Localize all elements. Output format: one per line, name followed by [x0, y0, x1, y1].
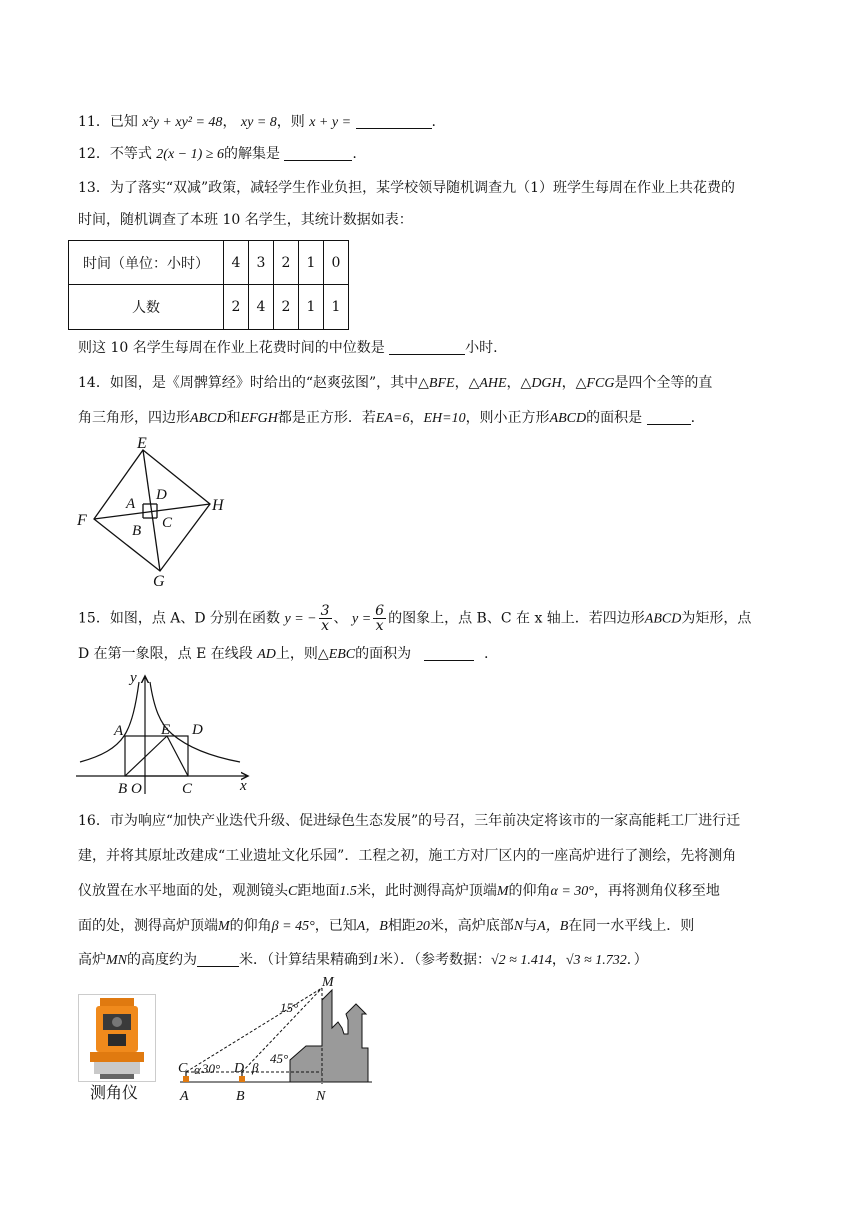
answer-blank[interactable]: [389, 340, 465, 355]
label-D: D: [234, 1061, 245, 1076]
label-C: C: [178, 1061, 188, 1076]
answer-blank[interactable]: [356, 114, 432, 129]
label-E: E: [137, 435, 147, 452]
label-B: B: [132, 523, 142, 539]
label-D: D: [192, 722, 203, 738]
answer-blank[interactable]: [284, 146, 352, 161]
question-16-line4: 面的处，测得高炉顶端M的仰角β = 45°，已知A，B相距20米，高炉底部N与A，B在同一水平线上．则: [78, 918, 695, 934]
label-O: O: [131, 781, 142, 797]
label-angle-30: 30°: [202, 1061, 221, 1076]
label-F: F: [77, 512, 87, 529]
label-G: G: [153, 573, 165, 590]
label-C: C: [162, 515, 173, 531]
equation: x²y + xy² = 48: [142, 115, 223, 130]
label-E: E: [161, 722, 171, 738]
question-13-line1: 13．为了落实“双减”政策，减轻学生作业负担，某学校领导随机调查九（1）班学生每周在作业上共花费的: [78, 180, 736, 196]
question-16-line5: 高炉MN的高度约为 米．（计算结果精确到1米）．（参考数据：√2 ≈ 1.414，√3 ≈ 1.732．）: [78, 952, 648, 968]
question-15-line2: D 在第一象限，点 E 在线段 AD上，则△EBC的面积为 .: [78, 646, 489, 662]
zhao-shuang-diagram: [74, 434, 234, 590]
table-row: 人数 2 4 2 1 1: [69, 285, 349, 330]
question-14-line2: 角三角形，四边形ABCD和EFGH都是正方形．若EA=6，EH=10，则小正方形ABCD的面积是 .: [78, 410, 696, 426]
answer-blank[interactable]: [424, 646, 474, 661]
question-16-line3: 仪放置在水平地面的处，观测镜头C距地面1.5米，此时测得高炉顶端M的仰角α = 30°，再将测角仪移至地: [78, 883, 720, 899]
label-x: x: [240, 778, 247, 794]
label-B: B: [236, 1089, 245, 1104]
label-beta: β: [252, 1060, 259, 1075]
table-row: 时间（单位：小时） 4 3 2 1 0: [69, 241, 349, 285]
label-N: N: [316, 1089, 326, 1104]
equation: x + y =: [309, 115, 352, 130]
label-H: H: [212, 497, 224, 514]
label-C: C: [182, 781, 193, 797]
question-15-line1: 15．如图，点 A、D 分别在函数 y = − $\frac{3}{x}$ 、 y = $\frac{6}{x}$ 的图象上，点 B、C 在 x 轴上．若四边形ABCD为矩形，点: [78, 603, 752, 634]
label-B: B: [118, 781, 128, 797]
label-y: y: [130, 670, 137, 686]
answer-blank[interactable]: [647, 410, 691, 425]
fraction: $\frac{3}{x}$: [320, 603, 330, 634]
fraction: $\frac{6}{x}$: [375, 603, 385, 634]
answer-blank[interactable]: [197, 952, 239, 967]
theodolite-caption: 测角仪: [90, 1083, 139, 1102]
theodolite-image: [78, 994, 156, 1082]
inequality: 2(x − 1) ≥ 6: [156, 147, 224, 162]
label-A: A: [114, 723, 124, 739]
question-16-line2: 建，并将其原址改建成“工业遗址文化乐园”．工程之初，施工方对厂区内的一座高炉进行了测绘，先将测角: [78, 848, 737, 864]
question-14-line1: 14．如图，是《周髀算经》时给出的“赵爽弦图”，其中△BFE，△AHE，△DGH，△FCG是四个全等的直: [78, 375, 713, 391]
label-M: M: [322, 975, 334, 990]
label-A: A: [126, 496, 136, 512]
label-angle-45: 45°: [270, 1051, 289, 1066]
question-11: 11．已知 x²y + xy² = 48， xy = 8，则 x + y = .: [78, 114, 436, 130]
statistics-table: [68, 240, 349, 330]
label-A: A: [180, 1089, 189, 1104]
label-alpha: α: [194, 1062, 201, 1077]
question-16-line1: 16．市为响应“加快产业迭代升级、促进绿色生态发展”的号召，三年前决定将该市的一家高能耗工厂进行迁: [78, 813, 741, 829]
question-13-line2: 时间，随机调查了本班 10 名学生，其统计数据如表：: [78, 212, 413, 228]
label-D: D: [156, 487, 167, 503]
label-angle-15: 15°: [280, 1000, 299, 1015]
equation: xy = 8: [240, 115, 277, 130]
survey-diagram: [172, 972, 382, 1106]
question-12: 12．不等式 2(x − 1) ≥ 6的解集是 .: [78, 146, 357, 162]
question-13-after: 则这 10 名学生每周在作业上花费时间的中位数是 小时.: [78, 340, 498, 356]
function-graph: [72, 668, 256, 798]
